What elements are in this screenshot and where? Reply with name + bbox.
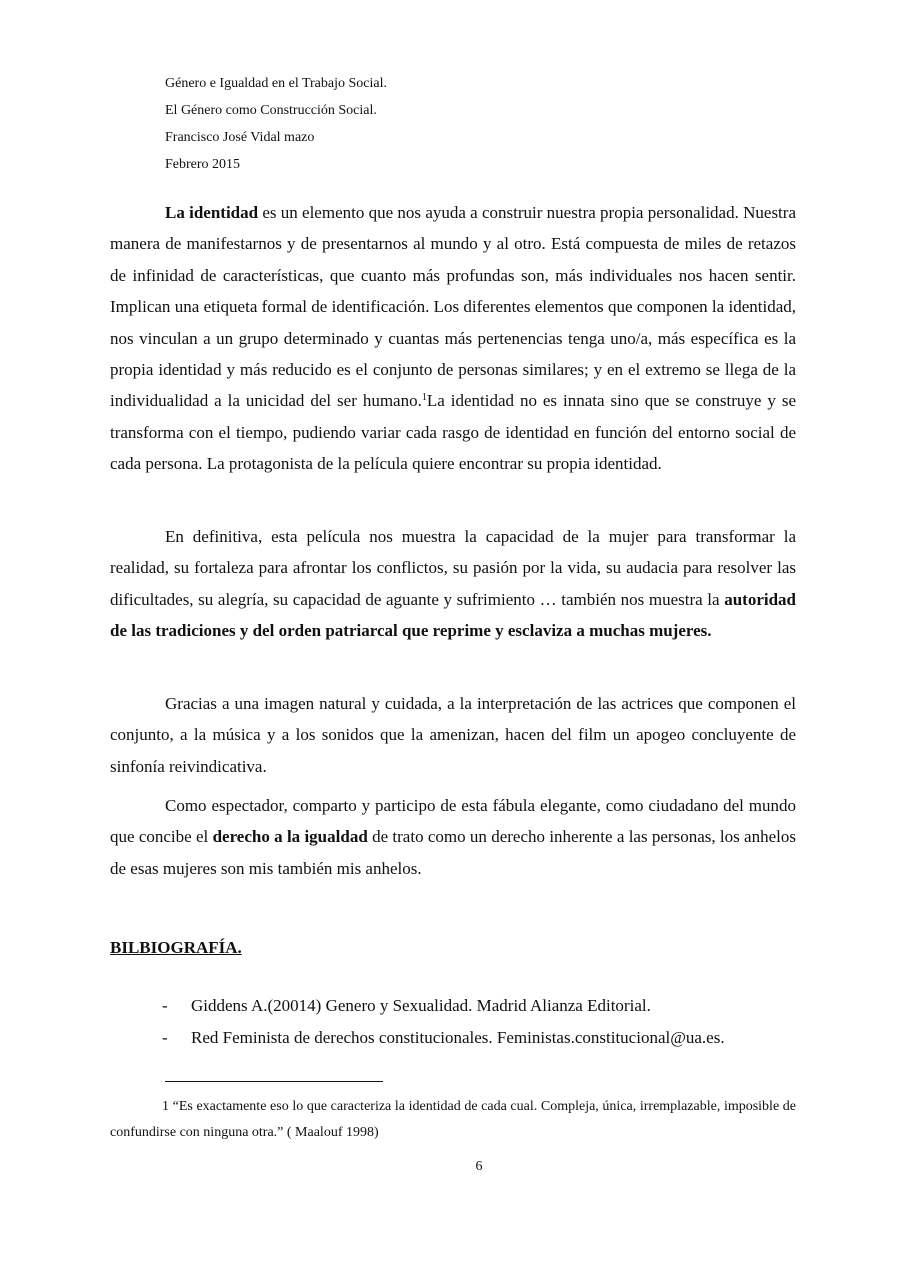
bullet-dash: -	[162, 1028, 168, 1047]
paragraph-text: es un elemento que nos ayuda a construir nuestra propia personalidad. Nuestra manera de manifestarnos y de presentarnos al mundo y al otro. Está compuesta de miles de retazos de infinidad de características, que cuanto más profundas son, más individuales nos hacen sentir. Implican una etiqueta formal de identificación. Los diferentes elementos que componen la identidad, nos vinculan a un grupo determinado y cuantas más pertenencias tenga uno/a, más específica es la propia identidad y más reducido es el conjunto de personas similares; y en el extremo se llega de la individualidad a la unicidad del ser humano.	[110, 203, 796, 411]
paragraph-identity	[110, 197, 796, 480]
paragraph-text: En definitiva, esta película nos muestra la capacidad de la mujer para transformar la realidad, su fortaleza para afrontar los conflictos, su pasión por la vida, su audacia para resolver las dificultades, su alegría, su capacidad de aguante y sufrimiento … también nos muestra la	[110, 527, 796, 609]
reference-text: Red Feminista de derechos constitucionales. Feministas.constitucional@ua.es.	[191, 1028, 725, 1047]
list-item	[162, 1022, 725, 1054]
bold-term: autoridad de las tradiciones y del orden patriarcal que reprime y esclaviza a muchas mujeres.	[110, 589, 796, 641]
bold-term: derecho a la igualdad	[212, 827, 368, 847]
paragraph-conclusion	[110, 521, 796, 647]
running-header	[165, 70, 387, 178]
bibliography-list	[162, 990, 725, 1054]
paragraph-spectator	[110, 790, 796, 884]
header-line: Francisco José Vidal mazo	[165, 130, 315, 145]
header-line: Febrero 2015	[165, 157, 241, 172]
bullet-dash: -	[162, 996, 168, 1015]
paragraph-text: Gracias a una imagen natural y cuidada, a la interpretación de las actrices que componen el conjunto, a la música y a los sonidos que la amenizan, hacen del film un apogeo concluyente de sinfonía reivindicativa.	[110, 694, 796, 776]
header-line: El Género como Construcción Social.	[165, 103, 377, 118]
footnote-reference[interactable]: 1	[421, 392, 427, 404]
bibliography-heading: BILBIOGRAFÍA.	[110, 938, 242, 957]
reference-text: Giddens A.(20014) Genero y Sexualidad. Madrid Alianza Editorial.	[191, 996, 651, 1015]
page-number: 6	[475, 1159, 483, 1174]
bold-term: La identidad	[165, 203, 259, 222]
paragraph-text: Como espectador, comparto y participo de esta fábula elegante, como ciudadano del mundo que concibe el	[110, 796, 796, 847]
list-item	[162, 990, 725, 1022]
paragraph-text: La identidad no es innata sino que se construye y se transforma con el tiempo, pudiendo variar cada rasgo de identidad en función del entorno social de cada persona. La protagonista de la película quiere encontrar su propia identidad.	[110, 391, 797, 474]
header-line: Género e Igualdad en el Trabajo Social.	[165, 76, 387, 91]
footnote-separator	[165, 1081, 383, 1082]
footnote: 1 “Es exactamente eso lo que caracteriza la identidad de cada cual. Compleja, única, irremplazable, imposible de confundirse con ninguna otra.” ( Maalouf 1998)	[110, 1099, 796, 1140]
paragraph-text: de trato como un derecho inherente a las personas, los anhelos de esas mujeres son mis también mis anhelos.	[110, 827, 796, 878]
paragraph-image	[110, 688, 796, 782]
